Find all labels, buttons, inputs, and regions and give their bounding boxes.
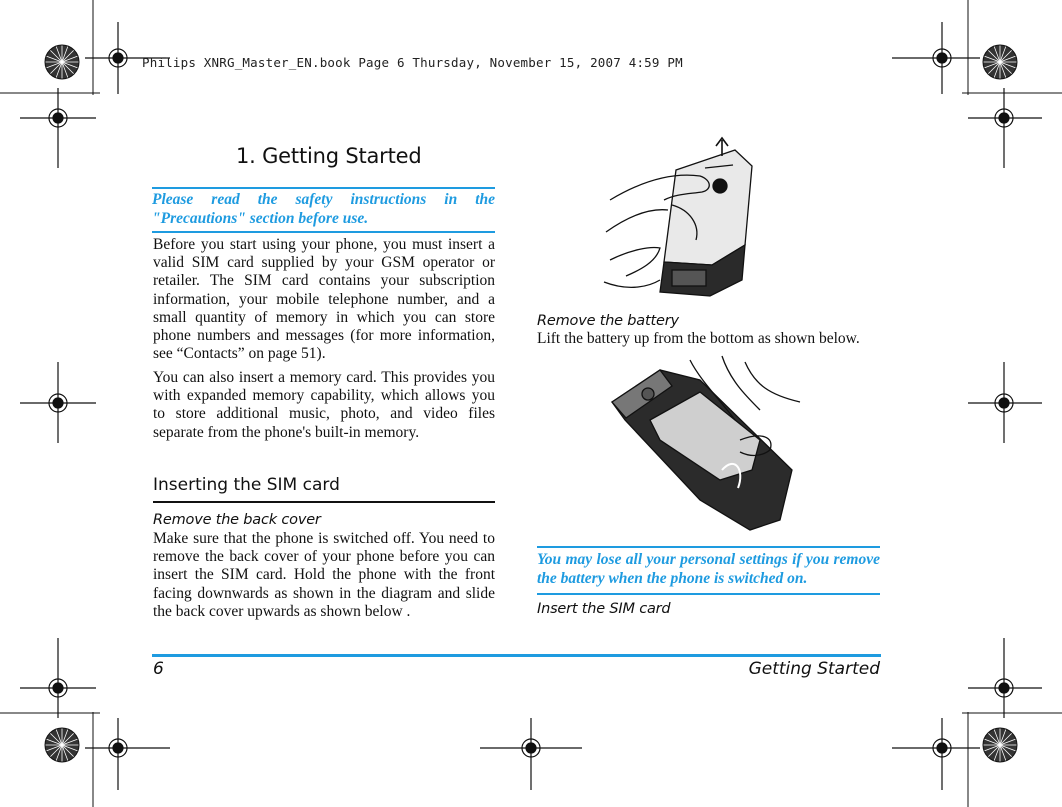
back-cover-paragraph: Make sure that the phone is switched off. You need to remove the back cover of your phone before you can insert the SIM card. Hold the phone with the front facing downwards as shown in the diagram and slide the back cover upwards as shown below .	[153, 530, 495, 620]
memory-card-paragraph: You can also insert a memory card. This provides you with expanded memory capability, which allows you to store additional music, photo, and video files separate from the phone's built-in memory.	[153, 369, 495, 441]
camera-lens-icon	[642, 388, 654, 400]
battery-heading: Remove the battery	[537, 313, 679, 329]
sim-heading: Insert the SIM card	[537, 601, 671, 617]
intro-paragraph: Before you start using your phone, you must insert a valid SIM card supplied by your GSM operator or retailer. The SIM card contains your subscription information, your mobile telephone number, and a small quantity of memory in which you can store phone numbers and messages (for more information, see “Contacts” on page 51).	[153, 236, 495, 363]
warning-note-box	[537, 546, 880, 595]
page-title: 1. Getting Started	[236, 144, 422, 168]
section-heading: Inserting the SIM card	[153, 475, 495, 503]
warning-note: You may lose all your personal settings if you remove the battery when the phone is switched on.	[537, 551, 880, 587]
subsection-heading: Remove the back cover	[153, 512, 321, 528]
safety-note: Please read the safety instructions in the "Precautions" section before use.	[152, 191, 495, 227]
battery-instruction: Lift the battery up from the bottom as shown below.	[537, 330, 860, 347]
footer-chapter: Getting Started	[748, 659, 880, 679]
page-number: 6	[153, 659, 164, 679]
print-header: Philips XNRG_Master_EN.book Page 6 Thursday, November 15, 2007 4:59 PM	[142, 55, 683, 70]
footer-rule	[152, 654, 881, 657]
